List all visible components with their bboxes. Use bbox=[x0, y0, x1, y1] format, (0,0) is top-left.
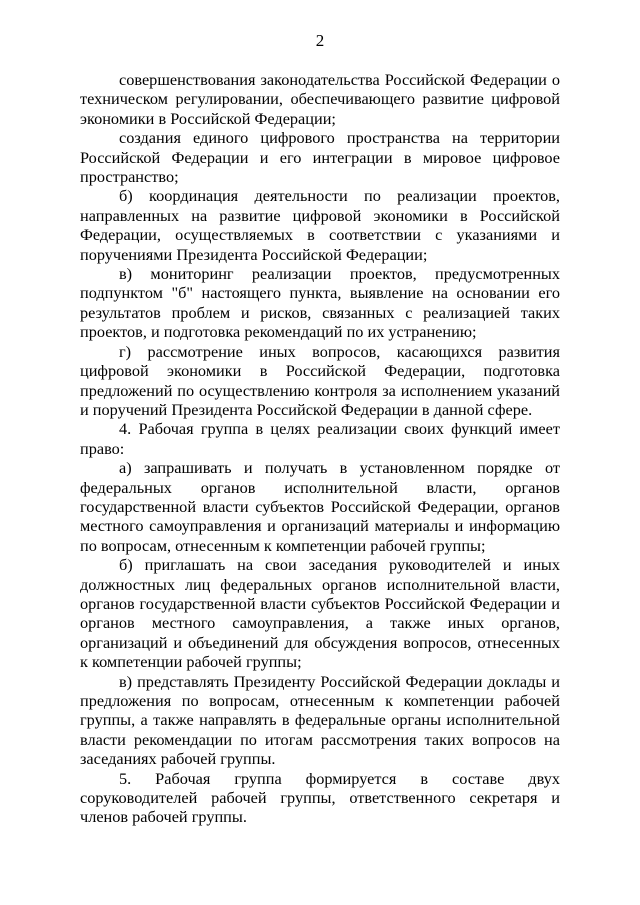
paragraph-item-v-submit: в) представлять Президенту Российской Федерации доклады и предложения по вопросам, отнесенным к компетенции рабочей группы, а также направлять в федеральные органы исполнительной власти рекомендации по итогам рассмотрения таких вопросов на заседаниях рабочей группы. bbox=[80, 671, 560, 769]
paragraph-item-v-monitoring: в) мониторинг реализации проектов, предусмотренных подпунктом "б" настоящего пункта, выявление на основании его результатов проблем и рисков, связанных с реализацией таких проектов, и подготовка рекомендаций по их устранению; bbox=[80, 264, 560, 342]
paragraph-item-g-other-issues: г) рассмотрение иных вопросов, касающихся развития цифровой экономики в Российской Федерации, подготовка предложений по осуществлению контроля за исполнением указаний и поручений Президента Российской Федерации в данной сфере. bbox=[80, 341, 560, 419]
paragraph-item-b-invite: б) приглашать на свои заседания руководителей и иных должностных лиц федеральных органов исполнительной власти, органов государственной власти субъектов Российской Федерации и органов местного самоуправления, а также иных органов, организаций и объединений для обсуждения вопросов, отнесенных к компетенции рабочей группы; bbox=[80, 555, 560, 672]
paragraph-item-b-coordination: б) координация деятельности по реализации проектов, направленных на развитие цифровой экономики в Российской Федерации, осуществляемых в соответствии с указаниями и поручениями Президента Российской Федерации; bbox=[80, 186, 560, 264]
page-number: 2 bbox=[315, 31, 325, 50]
paragraph-section-4-rights: 4. Рабочая группа в целях реализации своих функций имеет право: bbox=[80, 419, 560, 458]
paragraph-item-a-request: а) запрашивать и получать в установленном порядке от федеральных органов исполнительной власти, органов государственной власти субъектов Российской Федерации, органов местного самоуправления и организаций материалы и информацию по вопросам, отнесенным к компетенции рабочей группы; bbox=[80, 458, 560, 555]
paragraph-section-5-composition: 5. Рабочая группа формируется в составе двух соруководителей рабочей группы, ответственного секретаря и членов рабочей группы. bbox=[80, 768, 560, 827]
paragraph-digital-space: создания единого цифрового пространства на территории Российской Федерации и его интеграции в мировое цифровое пространство; bbox=[80, 128, 560, 187]
document-body bbox=[80, 70, 560, 827]
paragraph-continuation-legislation: совершенствования законодательства Российской Федерации о техническом регулировании, обеспечивающего развитие цифровой экономики в Российской Федерации; bbox=[80, 70, 560, 128]
